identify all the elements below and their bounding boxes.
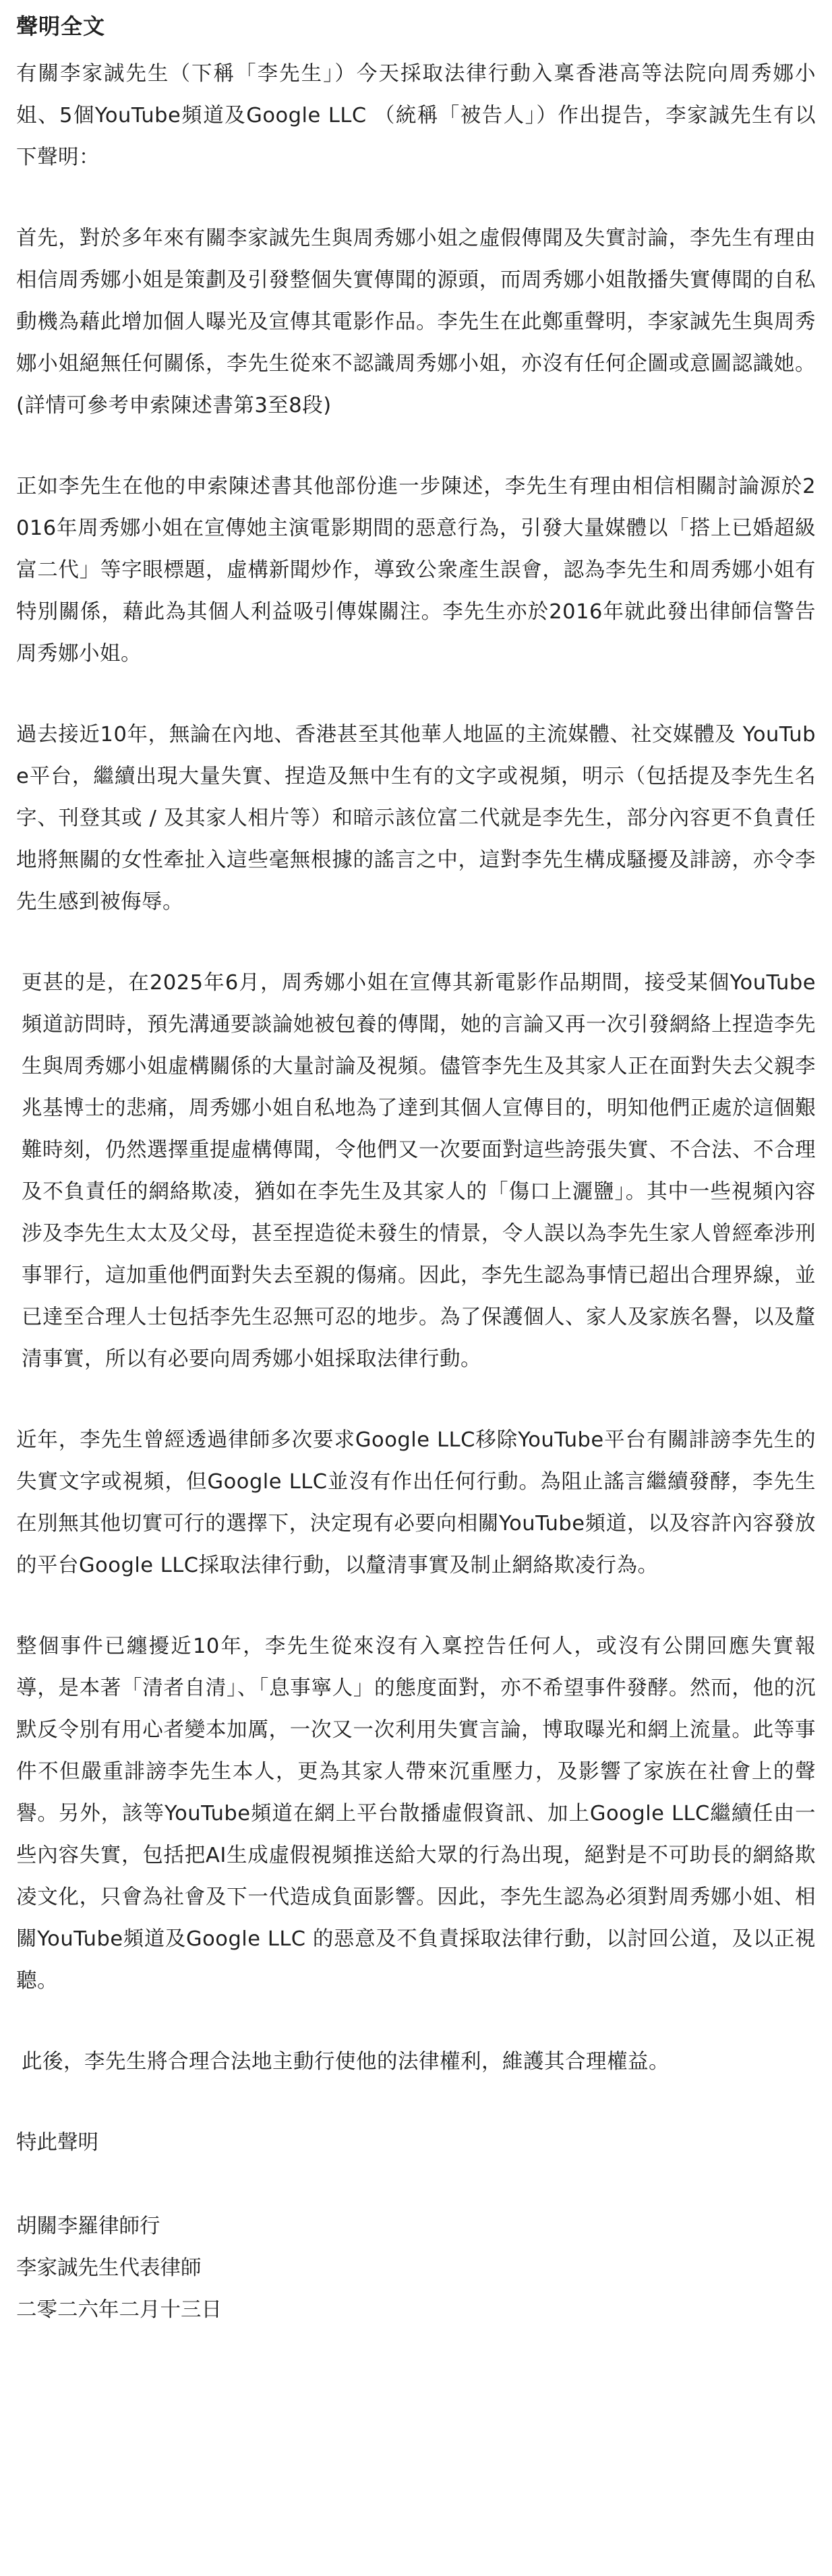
paragraph-intro: 有關李家誠先生（下稱「李先生」）今天採取法律行動入稟香港高等法院向周秀娜小姐、5個YouTube頻道及Google LLC （統稱「被告人」）作出提告，李家誠先生有以下聲明： [16, 62, 816, 170]
statement-title: 聲明全文 [16, 13, 106, 39]
paragraph-google-requests: 近年，李先生曾經透過律師多次要求Google LLC移除YouTube平台有關誹謗李先生的失實文字或視頻，但Google LLC並沒有作出任何行動。為阻止謠言繼續發酵，李先生在別無其他切實可行的選擇下，決定現有必要向相關YouTube頻道，以及容許內容發放的平台Google LLC採取法律行動，以釐清事實及制止網絡欺凌行為。 [16, 1428, 816, 1578]
paragraph-conclusion: 此後，李先生將合理合法地主動行使他的法律權利，維護其合理權益。 [22, 2050, 670, 2074]
signature-firm: 胡關李羅律師行 [16, 2215, 160, 2239]
paragraph-background: 正如李先生在他的申索陳述書其他部份進一步陳述，李先生有理由相信相關討論源於2016年周秀娜小姐在宣傳她主演電影期間的惡意行為，引發大量媒體以「搭上已婚超級富二代」等字眼標題，虛構新聞炒作，導致公衆產生誤會，認為李先生和周秀娜小姐有特別關係，藉此為其個人利益吸引傳媒關注。李先生亦於2016年就此發出律師信警告周秀娜小姐。 [16, 475, 816, 666]
paragraph-past-decade: 過去接近10年，無論在內地、香港甚至其他華人地區的主流媒體、社交媒體及 YouTube平台，繼續出現大量失實、捏造及無中生有的文字或視頻，明示（包括提及李先生名字、刊登其或 / 及其家人相片等）和暗示該位富二代就是李先生，部分內容更不負責任地將無關的女性牽扯入這些毫無根據的謠言之中，這對李先生構成騷擾及誹謗，亦令李先生感到被侮辱。 [16, 723, 816, 914]
paragraph-first: 首先，對於多年來有關李家誠先生與周秀娜小姐之虛假傳聞及失實討論，李先生有理由相信周秀娜小姐是策劃及引發整個失實傳聞的源頭，而周秀娜小姐散播失實傳聞的自私動機為藉此增加個人曝光及宣傳其電影作品。李先生在此鄭重聲明，李家誠先生與周秀娜小姐絕無任何關係，李先生從來不認識周秀娜小姐，亦沒有任何企圖或意圖認識她。(詳情可參考申索陳述書第3至8段) [16, 227, 816, 418]
signature-date: 二零二六年二月十三日 [16, 2298, 222, 2322]
paragraph-summary: 整個事件已纏擾近10年，李先生從來沒有入稟控告任何人，或沒有公開回應失實報導，是本著「清者自清」、「息事寧人」的態度面對，亦不希望事件發酵。然而，他的沉默反令別有用心者變本加厲，一次又一次利用失實言論，博取曝光和網上流量。此等事件不但嚴重誹謗李先生本人，更為其家人帶來沉重壓力，及影響了家族在社會上的聲譽。另外，該等YouTube頻道在網上平台散播虛假資訊、加上Google LLC繼續任由一些內容失實，包括把AI生成虛假視頻推送給大眾的行為出現，絕對是不可助長的網絡欺凌文化，只會為社會及下一代造成負面影響。因此，李先生認為必須對周秀娜小姐、相關YouTube頻道及Google LLC 的惡意及不負責採取法律行動，以討回公道，及以正視聽。 [16, 1635, 816, 1993]
signature-role: 李家誠先生代表律師 [16, 2256, 202, 2281]
paragraph-2025-events: 更甚的是，在2025年6月，周秀娜小姐在宣傳其新電影作品期間，接受某個YouTube頻道訪問時，預先溝通要談論她被包養的傳聞，她的言論又再一次引發網絡上捏造李先生與周秀娜小姐虛構關係的大量討論及視頻。儘管李先生及其家人正在面對失去父親李兆基博士的悲痛，周秀娜小姐自私地為了達到其個人宣傳目的，明知他們正處於這個艱難時刻，仍然選擇重提虛構傳聞，令他們又一次要面對這些誇張失實、不合法、不合理及不負責任的網絡欺凌，猶如在李先生及其家人的「傷口上灑鹽」。其中一些視頻內容涉及李先生太太及父母，甚至捏造從未發生的情景，令人誤以為李先生家人曾經牽涉刑事罪行，這加重他們面對失去至親的傷痛。因此，李先生認為事情已超出合理界線，並已達至合理人士包括李先生忍無可忍的地步。為了保護個人、家人及家族名譽，以及釐清事實，所以有必要向周秀娜小姐採取法律行動。 [22, 971, 816, 1372]
closing-statement: 特此聲明 [16, 2131, 98, 2155]
